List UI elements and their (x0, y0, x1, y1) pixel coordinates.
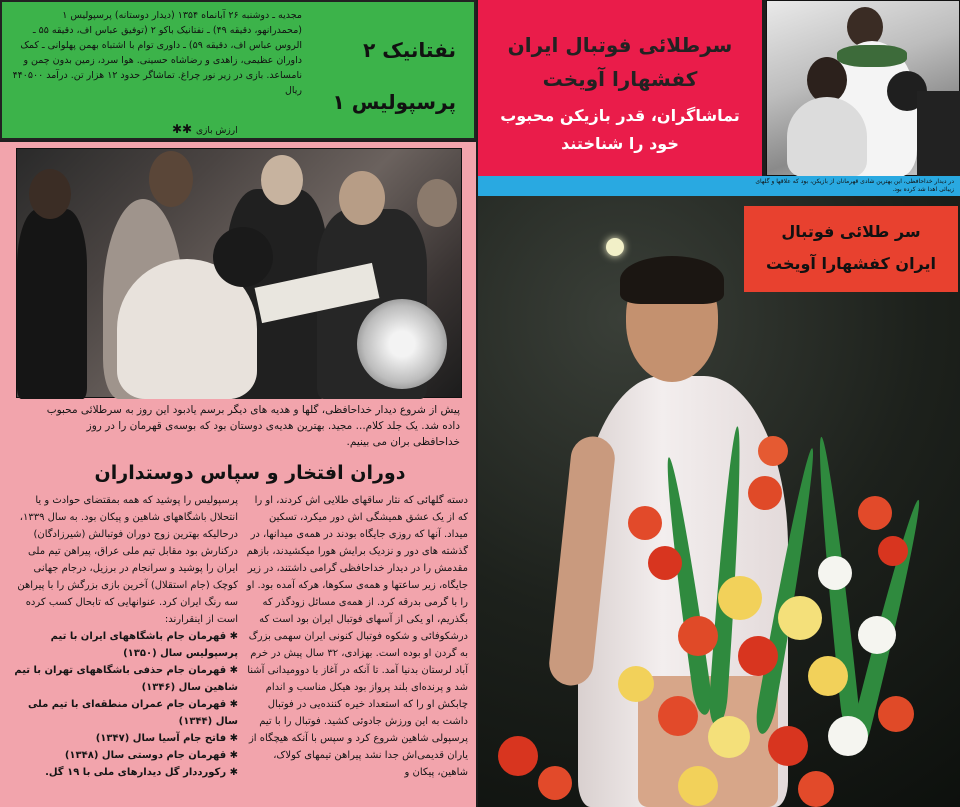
score-line-neftchi: نفتانیک ۲ (363, 38, 456, 62)
match-score (306, 24, 456, 128)
title-badge (744, 206, 958, 292)
article-column-left (10, 492, 238, 781)
rating-label: ارزش بازی (195, 126, 238, 136)
headline: سرطلائی فوتبال ایران کفشهارا آویخت (507, 33, 733, 91)
title-item: ✱ قهرمان جام باشگاههای ایران با تیم پرسپولیس سال (۱۳۵۰) (50, 631, 238, 659)
photo-caption-strip (478, 176, 960, 196)
small-photo-caption: در دیدار خداحافظی، این بهترین شادی قهرمانان از بازیکن، بود که علاقها و گلهای زیبائی اهدا شد کرده بود. (755, 178, 954, 193)
farewell-ceremony-photo (16, 148, 462, 398)
subheadline: تماشاگران، قدر بازیکن محبوب خود را شناختند (500, 106, 740, 153)
headline-box (478, 0, 762, 176)
title-item: ✱ قهرمان جام حذفی باشگاههای تهران با تیم شاهین سال (۱۳۴۶) (14, 665, 238, 693)
match-info-text: مجدیه ـ دوشنبه ۲۶ آبانماه ۱۳۵۴ (دیدار دوستانه) پرسپولیس ۱ (محمدرانهو، دقیقه ۴۹) ـ نفتانیک باکو ۲ (توفیق عباس اف، دقیقه ۵۵ ـ الروس عباس اف، دقیقه ۵۹) ـ داوری توام با اشتباه بهمن پهلوانی ـ کمک داوران عظیمی، زاهدی و رضاشاه حسینی. هوا سرد، زمین بدون چمن و نامساعد. بازی در زیر نور چراغ. تماشاگر حدود ۱۲ هزار تن. درآمد ۴۴۰۵۰۰ ریال (12, 10, 302, 96)
match-result-box (0, 0, 476, 140)
match-rating (172, 122, 238, 136)
article-column-right: دسته گلهائی که نثار ساقهای طلایی اش کردند، او را که از یک عشق همیشگی اش دور میکرد، تسکین میداد. آنها که روزی جایگاه بودند در همه‌ی میدانها، در گذشته های دور و نزدیک برایش هورا میکشیدند، بازهم مقدمش را در دیدار خداحافظی گرامی داشتند، در زیر جایگاه، زیر ساعتها و همه‌ی سکوها، هرکه آمده بود. او را با گرمی بدرقه کرد. از همه‌ی مسائل زودگذر که بگذریم، او یکی از آسهای فوتبال ایران بود است که درشکوفائی و شکوه فوتبال کنونی ایران سهمی بزرگ به گردن او بوده است. بهزادی، ۳۲ سال پیش در خرم آباد لرستان بدنیا آمد. تا آنکه در آغاز با دوومیدانی آشنا شد و پرنده‌ای بلند پرواز بود هیکل مناسب و اندام چابکش او را که استعداد خیره کننده‌یی در فوتبال داشت به این ورزش جادوئی کشید. فوتبال را با تیم پرسپولی شاهین شروع کرد و سپس با آنکه هیچگاه از یاران قدیمی‌اش جدا نشد پیراهن تیمهای کولاک، شاهین، پیکان و (246, 495, 468, 778)
article-column-left-text: پرسپولیس را پوشید که همه بمقتضای حوادث و یا انتحلال باشگاههای شاهین و پیکان بود. به سال ۱۳۳۹، درحالیکه بهترین زوج دوران فوتبالش (شیرزادگان) درکنارش بود مقابل تیم ملی عراق، پیراهن تیم ملی ایران را پوشید و سرانجام در برزیل، درجام جهانی کوچک (جام استقلال) آخرین بازی بزرگش را با پیراهن سه رنگ ایران کرد. عنوانهایی که تابحال کسب کرده است از اینقرارند: (17, 495, 238, 625)
title-badge-line-2: ایران کفشهارا آویخت (766, 254, 936, 273)
article-title: دوران افتخار و سپاس دوستداران (94, 462, 406, 484)
title-item: ✱ فاتح جام آسیا سال (۱۳۴۷) (95, 733, 238, 744)
score-line-persepolis: پرسپولیس ۱ (332, 90, 456, 114)
title-item: ✱ قهرمان جام دوستی سال (۱۳۴۸) (64, 750, 238, 761)
title-badge-text (750, 216, 952, 280)
title-item: ✱ قهرمان جام عمران منطقه‌ای با تیم ملی سال (۱۳۴۴) (27, 699, 238, 727)
rating-stars: ✱✱ (172, 122, 193, 136)
player-hair (620, 256, 724, 304)
title-item: ✱ رکورددار گل دیدارهای ملی با ۱۹ گل. (45, 767, 238, 778)
titles-list (10, 628, 238, 781)
celebration-photo (766, 0, 960, 176)
photo-caption: پیش از شروع دیدار خداحافظی، گلها و هدیه های دیگر برسم یادبود این روز به سرطلائی محبوب داده شد. یک جلد کلام... مجید. بهترین هدیه‌ی دوستان بود که بوسه‌ی قهرمان را در روز خداحافظی بران می بینیم. (46, 404, 460, 448)
title-badge-line-1: سر طلائی فوتبال (781, 222, 921, 241)
